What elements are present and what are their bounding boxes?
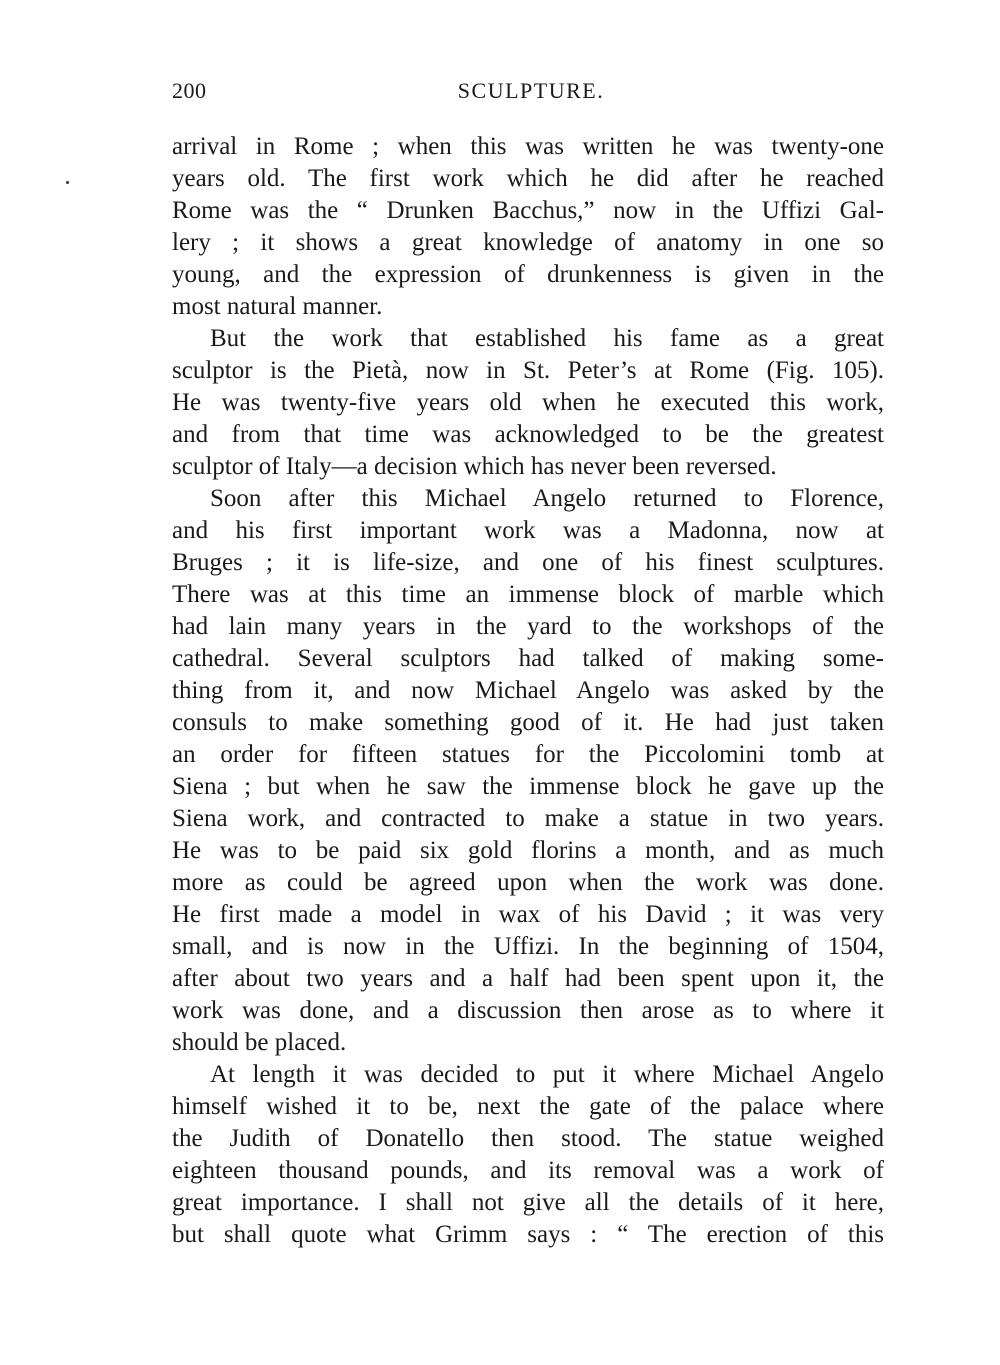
text-line: small, and is now in the Uffizi. In the beginning of 1504,: [172, 933, 884, 960]
text-line: Bruges ; it is life-size, and one of his finest sculptures.: [172, 549, 884, 576]
text-line: but shall quote what Grimm says : “ The erection of this: [172, 1221, 884, 1248]
text-line: sculptor is the Pietà, now in St. Peter’s at Rome (Fig. 105).: [172, 357, 884, 384]
text-line: should be placed.: [172, 1029, 347, 1056]
running-head: [172, 78, 890, 108]
paragraph-start: At length it was decided to put it where Michael Angelo: [210, 1061, 884, 1088]
running-title: SCULPTURE.: [457, 78, 605, 103]
text-line: He first made a model in wax of his David ; it was very: [172, 901, 884, 928]
text-line: the Judith of Donatello then stood. The statue weighed: [172, 1125, 884, 1152]
text-line: young, and the expression of drunkenness is given in the: [172, 261, 884, 288]
text-line: arrival in Rome ; when this was written he was twenty-one: [172, 133, 884, 160]
text-line: work was done, and a discussion then arose as to where it: [172, 997, 884, 1024]
text-line: consuls to make something good of it. He had just taken: [172, 709, 884, 736]
text-line: most natural manner.: [172, 293, 383, 320]
text-line: years old. The first work which he did after he reached: [172, 165, 884, 192]
text-line: had lain many years in the yard to the workshops of the: [172, 613, 884, 640]
text-line: and from that time was acknowledged to be the greatest: [172, 421, 884, 448]
text-line: eighteen thousand pounds, and its removal was a work of: [172, 1157, 884, 1184]
text-line: great importance. I shall not give all the details of it here,: [172, 1189, 884, 1216]
text-line: He was to be paid six gold florins a month, and as much: [172, 837, 884, 864]
text-line: cathedral. Several sculptors had talked of making some-: [172, 645, 884, 672]
text-line: Rome was the “ Drunken Bacchus,” now in the Uffizi Gal-: [172, 197, 884, 224]
text-line: sculptor of Italy—a decision which has never been reversed.: [172, 453, 777, 480]
margin-mark: [66, 181, 69, 184]
page-number: 200: [172, 78, 207, 103]
paragraph-start: Soon after this Michael Angelo returned to Florence,: [210, 485, 884, 512]
text-line: thing from it, and now Michael Angelo was asked by the: [172, 677, 884, 704]
text-line: Siena work, and contracted to make a statue in two years.: [172, 805, 884, 832]
text-line: after about two years and a half had been spent upon it, the: [172, 965, 884, 992]
body-text: [172, 131, 884, 1251]
text-line: more as could be agreed upon when the work was done.: [172, 869, 884, 896]
text-line: Siena ; but when he saw the immense block he gave up the: [172, 773, 884, 800]
text-line: and his first important work was a Madonna, now at: [172, 517, 884, 544]
text-line: He was twenty-five years old when he executed this work,: [172, 389, 884, 416]
text-line: an order for fifteen statues for the Piccolomini tomb at: [172, 741, 884, 768]
paragraph-start: But the work that established his fame as a great: [210, 325, 884, 352]
text-line: himself wished it to be, next the gate of the palace where: [172, 1093, 884, 1120]
text-line: lery ; it shows a great knowledge of anatomy in one so: [172, 229, 884, 256]
text-line: There was at this time an immense block of marble which: [172, 581, 884, 608]
